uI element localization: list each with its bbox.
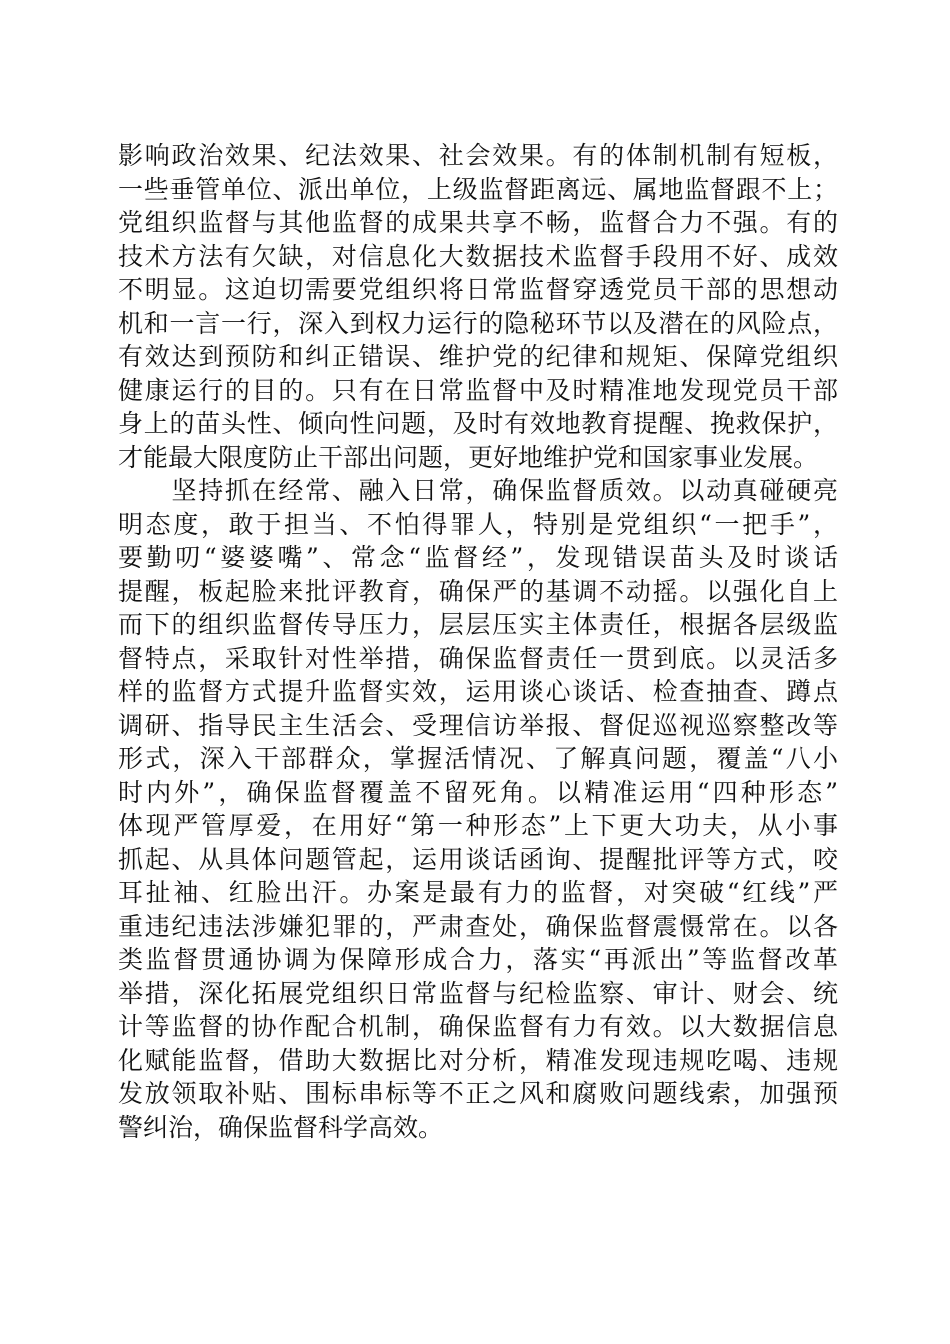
text-line: 健康运行的目的。只有在日常监督中及时精准地发现党员干部 [118,375,838,405]
text-line: 重违纪违法涉嫌犯罪的，严肃查处，确保监督震慑常在。以各 [118,911,838,941]
text-line: 而下的组织监督传导压力，层层压实主体责任，根据各层级监 [118,610,838,639]
text-line: 调研、指导民主生活会、受理信访举报、督促巡视巡察整改等 [118,710,838,740]
text-line: 身上的苗头性、倾向性问题，及时有效地教育提醒、挽救保护， [118,409,838,438]
document-body [118,139,838,1144]
text-line: 耳扯袖、红脸出汗。办案是最有力的监督，对突破“红线”严 [118,878,838,907]
text-line: 化赋能监督，借助大数据比对分析，精准发现违规吃喝、违规 [118,1045,838,1075]
text-line: 技术方法有欠缺，对信息化大数据技术监督手段用不好、成效 [118,241,838,271]
text-line: 才能最大限度防止干部出问题，更好地维护党和国家事业发展。 [118,442,819,472]
text-line: 不明显。这迫切需要党组织将日常监督穿透党员干部的思想动 [118,275,838,304]
text-line: 类监督贯通协调为保障形成合力，落实“再派出”等监督改革 [118,945,838,974]
text-line: 体现严管厚爱，在用好“第一种形态”上下更大功夫，从小事 [118,811,838,840]
paragraph-1 [118,139,838,474]
text-line: 机和一言一行，深入到权力运行的隐秘环节以及潜在的风险点， [118,308,838,338]
text-line: 有效达到预防和纠正错误、维护党的纪律和规矩、保障党组织 [118,342,838,371]
text-line: 提醒，板起脸来批评教育，确保严的基调不动摇。以强化自上 [118,576,838,606]
text-line: 抓起、从具体问题管起，运用谈话函询、提醒批评等方式，咬 [118,844,838,874]
paragraph-2 [118,474,838,1144]
text-line: 举措，深化拓展党组织日常监督与纪检监察、审计、财会、统 [118,978,838,1008]
text-line: 样的监督方式提升监督实效，运用谈心谈话、检查抽查、蹲点 [118,677,838,706]
text-line: 形式，深入干部群众，掌握活情况、了解真问题，覆盖“八小 [118,744,838,773]
text-line: 影响政治效果、纪法效果、社会效果。有的体制机制有短板， [118,141,838,170]
text-line: 督特点，采取针对性举措，确保监督责任一贯到底。以灵活多 [118,643,838,673]
text-line: 警纠治，确保监督科学高效。 [118,1112,444,1142]
text-line: 计等监督的协作配合机制，确保监督有力有效。以大数据信息 [118,1012,838,1041]
text-line: 发放领取补贴、围标串标等不正之风和腐败问题线索，加强预 [118,1079,838,1108]
text-line: 明态度，敢于担当、不怕得罪人，特别是党组织“一把手”， [118,509,838,539]
text-line: 党组织监督与其他监督的成果共享不畅，监督合力不强。有的 [118,208,838,237]
text-line: 要勤叨“婆婆嘴”、常念“监督经”，发现错误苗头及时谈话 [118,543,838,572]
text-line: 坚持抓在经常、融入日常，确保监督质效。以动真碰硬亮 [118,476,838,505]
text-line: 时内外”，确保监督覆盖不留死角。以精准运用“四种形态” [118,777,838,807]
text-line: 一些垂管单位、派出单位，上级监督距离远、属地监督跟不上； [118,174,838,204]
